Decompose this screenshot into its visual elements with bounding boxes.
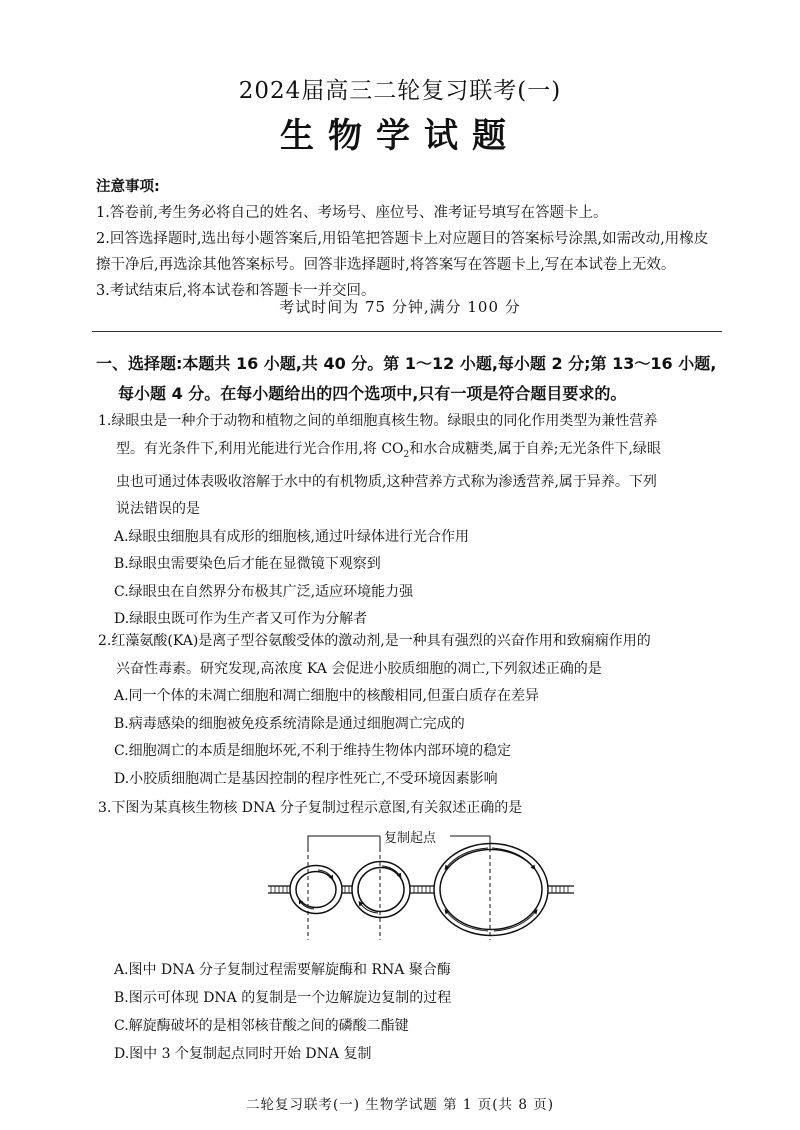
option-b: B.病毒感染的细胞被免疫系统清除是通过细胞凋亡完成的	[114, 715, 465, 732]
replication-origin-label: 复制起点	[384, 831, 437, 846]
exam-title: 2024届高三二轮复习联考(一)	[238, 78, 562, 104]
option-a: A.同一个体的未凋亡细胞和凋亡细胞中的核酸相同,但蛋白质存在差异	[114, 688, 540, 704]
subject-title: 生物学试题	[280, 116, 520, 156]
option-d: D.绿眼虫既可作为生产者又可作为分解者	[114, 611, 368, 628]
note-item: 1.答卷前,考生务必将自己的姓名、考场号、座位号、准考证号填写在答题卡上。	[96, 205, 608, 221]
stem-fragment: 和水合成糖类,属于自养;无光条件下,绿眼	[409, 440, 661, 457]
divider	[92, 331, 722, 332]
page-footer: 二轮复习联考(一) 生物学试题 第 1 页(共 8 页)	[246, 1097, 554, 1113]
section-heading-line: 一、选择题:本题共 16 小题,共 40 分。第 1～12 小题,每小题 2 分;第 13～16 小题,	[96, 354, 717, 373]
question-stem-line: 1.绿眼虫是一种介于动物和植物之间的单细胞真核生物。绿眼虫的同化作用类型为兼性营养	[98, 413, 658, 429]
question-stem-line: 兴奋性毒素。研究发现,高浓度 KA 会促进小胶质细胞的凋亡,下列叙述正确的是	[116, 660, 602, 677]
dna-duplex-segments	[268, 886, 574, 893]
question-stem-line	[98, 436, 728, 469]
base-pair-rungs	[271, 886, 568, 893]
dna-replication-diagram	[262, 822, 582, 954]
question-stem-line: 3.下图为某真核生物核 DNA 分子复制过程示意图,有关叙述正确的是	[98, 800, 523, 816]
section-heading-line: 每小题 4 分。在每小题给出的四个选项中,只有一项是符合题目要求的。	[118, 384, 627, 403]
question-2	[98, 628, 728, 793]
note-item: 擦干净后,再选涂其他答案标号。回答非选择题时,将答案写在答题卡上,写在本试卷上无效。	[96, 257, 676, 273]
question-stem-line: 虫也可通过体表吸收溶解于水中的有机物质,这种营养方式称为渗透营养,属于异养。下列	[116, 473, 657, 490]
question-1	[98, 408, 728, 634]
option-c: C.解旋酶破坏的是相邻核苷酸之间的磷酸二酯键	[114, 1018, 409, 1034]
option-b: B.图示可体现 DNA 的复制是一个边解旋边复制的过程	[114, 990, 452, 1006]
option-b: B.绿眼虫需要染色后才能在显微镜下观察到	[114, 556, 381, 573]
co2-subscript: 2	[403, 449, 410, 460]
notes-heading: 注意事项:	[96, 179, 160, 195]
option-c: C.绿眼虫在自然界分布极其广泛,适应环境能力强	[114, 583, 414, 600]
note-item: 2.回答选择题时,选出每小题答案后,用铅笔把答题卡上对应题目的答案标号涂黑,如需改动,用橡皮	[96, 231, 709, 247]
option-d: D.小胶质细胞凋亡是基因控制的程序性死亡,不受环境因素影响	[114, 770, 498, 787]
section-heading	[96, 349, 736, 409]
note-item: 3.考试结束后,将本试卷和答题卡一并交回。	[96, 283, 376, 299]
option-d: D.图中 3 个复制起点同时开始 DNA 复制	[114, 1046, 372, 1062]
question-3	[98, 795, 728, 823]
replication-bubbles	[290, 844, 548, 936]
option-a: A.图中 DNA 分子复制过程需要解旋酶和 RNA 聚合酶	[114, 962, 451, 978]
stem-fragment: 型。有光条件下,利用光能进行光合作用,将 CO	[116, 440, 404, 457]
question-stem-line: 2.红藻氨酸(KA)是离子型谷氨酸受体的激动剂,是一种具有强烈的兴奋作用和致痫痫作用的	[98, 633, 651, 649]
question-3-options	[114, 956, 451, 1068]
option-c: C.细胞凋亡的本质是细胞坏死,不利于维持生物体内部环境的稳定	[114, 743, 512, 759]
exam-time: 考试时间为 75 分钟,满分 100 分	[279, 298, 521, 316]
option-a: A.绿眼虫细胞具有成形的细胞核,通过叶绿体进行光合作用	[114, 528, 470, 545]
notes-block	[96, 174, 716, 304]
question-stem-line: 说法错误的是	[116, 501, 200, 518]
